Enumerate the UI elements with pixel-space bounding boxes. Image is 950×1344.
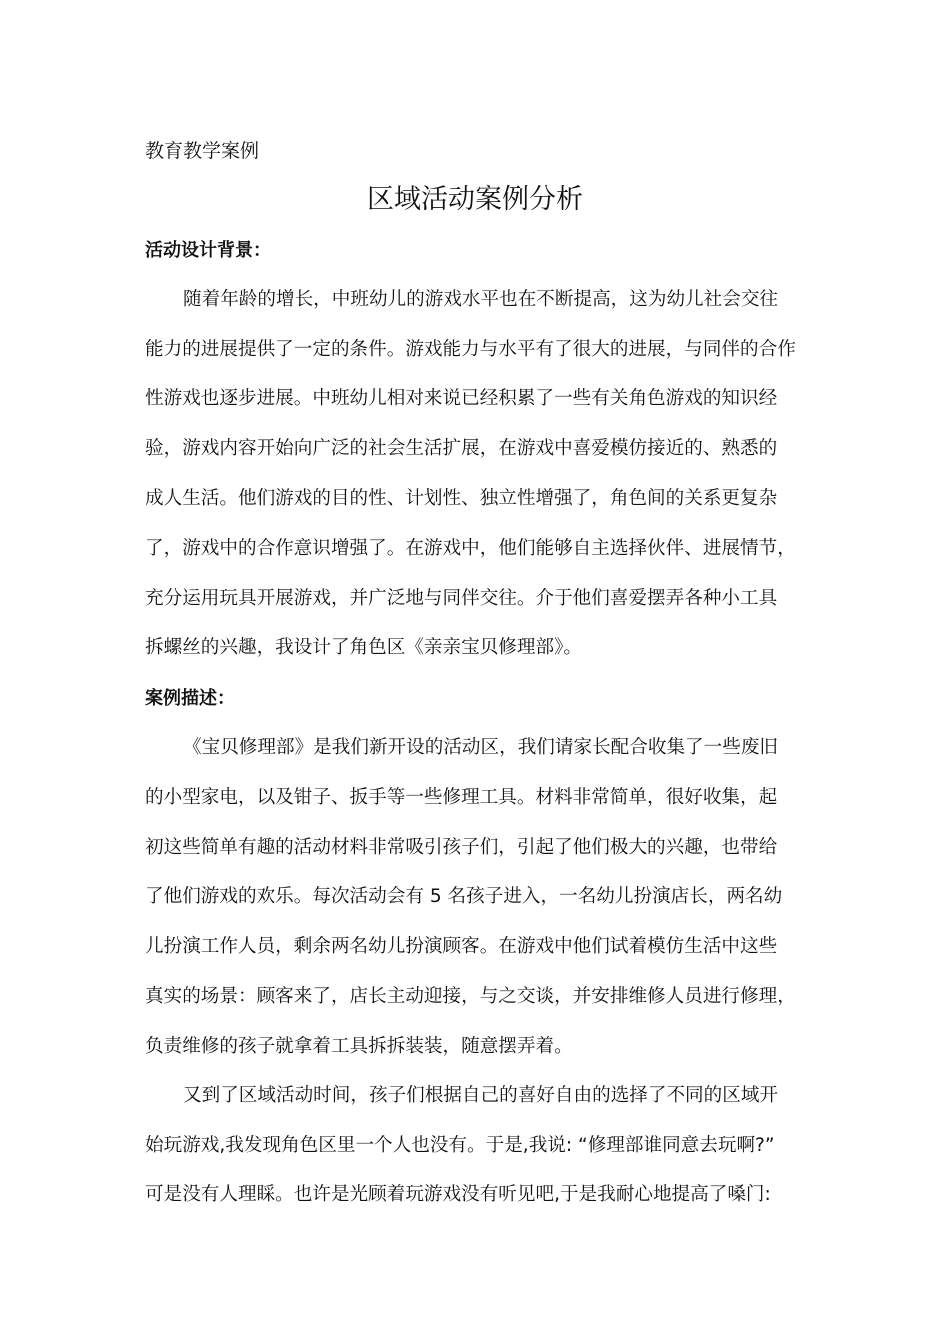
- paragraph-line: 可是没有人理睬。也许是光顾着玩游戏没有听见吧,于是我耐心地提高了嗓门:: [145, 1184, 771, 1205]
- paragraph-line: 负责维修的孩子就拿着工具拆拆装装，随意摆弄着。: [145, 1036, 573, 1057]
- paragraph-line: 始玩游戏,我发现角色区里一个人也没有。于是,我说: “修理部谁同意去玩啊?”: [145, 1135, 775, 1156]
- paragraph-line: 拆螺丝的兴趣，我设计了角色区《亲亲宝贝修理部》。: [145, 637, 582, 658]
- document-title: 区域活动案例分析: [367, 184, 583, 215]
- paragraph-line: 充分运用玩具开展游戏，并广泛地与同伴交往。介于他们喜爱摆弄各种小工具: [145, 588, 778, 609]
- paragraph-line: 验，游戏内容开始向广泛的社会生活扩展，在游戏中喜爱模仿接近的、熟悉的: [145, 438, 778, 459]
- paragraph-line: 又到了区域活动时间，孩子们根据自己的喜好自由的选择了不同的区域开: [183, 1085, 779, 1106]
- paragraph-line: 了，游戏中的合作意识增强了。在游戏中，他们能够自主选择伙伴、进展情节，: [145, 538, 796, 559]
- paragraph-line: 随着年龄的增长，中班幼儿的游戏水平也在不断提高，这为幼儿社会交往: [183, 289, 779, 310]
- section-heading-case-description: 案例描述：: [145, 688, 235, 709]
- section-heading-background: 活动设计背景：: [145, 240, 271, 261]
- document-category-label: 教育教学案例: [145, 140, 260, 162]
- paragraph-line: 了他们游戏的欢乐。每次活动会有 5 名孩子进入，一名幼儿扮演店长，两名幼: [145, 886, 783, 907]
- paragraph-line: 性游戏也逐步进展。中班幼儿相对来说已经积累了一些有关角色游戏的知识经: [145, 388, 778, 409]
- paragraph-line: 儿扮演工作人员，剩余两名幼儿扮演顾客。在游戏中他们试着模仿生活中这些: [145, 936, 778, 957]
- paragraph-line: 《宝贝修理部》是我们新开设的活动区，我们请家长配合收集了一些废旧: [183, 737, 779, 758]
- paragraph-line: 真实的场景：顾客来了，店长主动迎接，与之交谈，并安排维修人员进行修理，: [145, 986, 796, 1007]
- paragraph-line: 初这些简单有趣的活动材料非常吸引孩子们，引起了他们极大的兴趣，也带给: [145, 837, 778, 858]
- paragraph-line: 的小型家电，以及钳子、扳手等一些修理工具。材料非常简单，很好收集，起: [145, 787, 778, 808]
- paragraph-line: 成人生活。他们游戏的目的性、计划性、独立性增强了，角色间的关系更复杂: [145, 488, 778, 509]
- paragraph-line: 能力的进展提供了一定的条件。游戏能力与水平有了很大的进展，与同伴的合作: [145, 339, 796, 360]
